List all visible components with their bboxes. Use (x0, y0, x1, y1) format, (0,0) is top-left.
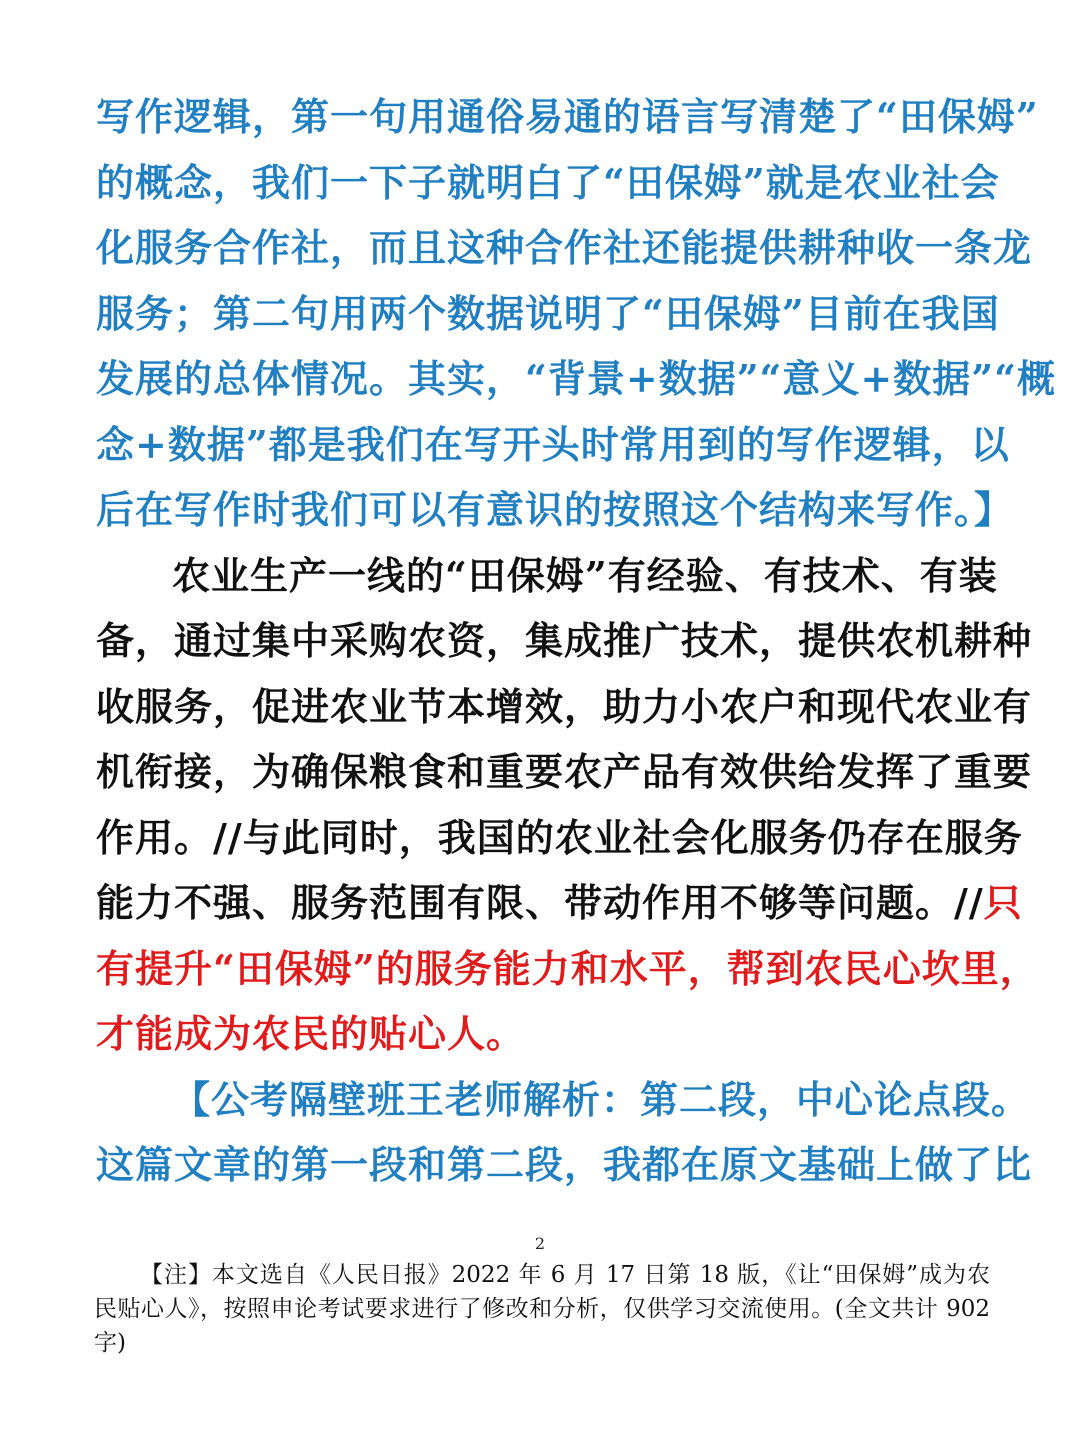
footnote-line: 【注】本文选自《人民日报》2022 年 6 月 17 日第 18 版，《让“田保姆”成为农 (140, 1262, 990, 1288)
body-line: 农业生产一线的“田保姆”有经验、有技术、有装 (172, 552, 998, 598)
central-argument-line: 有提升“田保姆”的服务能力和水平，帮到农民心坎里， (96, 945, 1039, 991)
analysis-line: 服务；第二句用两个数据说明了“田保姆”目前在我国 (96, 290, 1000, 336)
analysis-line: 念+数据”都是我们在写开头时常用到的写作逻辑，以 (96, 421, 1010, 467)
body-line: 机衔接，为确保粮食和重要农产品有效供给发挥了重要 (96, 749, 1033, 794)
footnote-line: 字) (94, 1330, 126, 1356)
footnote (94, 1258, 990, 1360)
analysis-line: 的概念，我们一下子就明白了“田保姆”就是农业社会 (96, 159, 1000, 205)
body-text (96, 84, 1056, 1198)
central-argument-line: 才能成为农民的贴心人。 (96, 1011, 526, 1056)
page-number: 2 (534, 1234, 546, 1253)
analysis-line: 【公考隔壁班王老师解析：第二段，中心论点段。 (172, 1076, 1031, 1122)
footnote-line: 民贴心人》，按照申论考试要求进行了修改和分析，仅供学习交流使用。(全文共计 902 (94, 1296, 990, 1322)
analysis-line: 这篇文章的第一段和第二段，我都在原文基础上做了比 (96, 1142, 1033, 1187)
analysis-line: 后在写作时我们可以有意识的按照这个结构来写作。】 (96, 487, 1014, 532)
analysis-line: 化服务合作社，而且这种合作社还能提供耕种收一条龙 (96, 225, 1033, 270)
body-line-mixed (96, 870, 1023, 936)
analysis-line: 写作逻辑，第一句用通俗易通的语言写清楚了“田保姆” (96, 94, 1039, 139)
body-line: 备，通过集中采购农资，集成推广技术，提供农机耕种 (96, 618, 1033, 663)
body-line: 收服务，促进农业节本增效，助力小农户和现代农业有 (96, 683, 1033, 729)
analysis-line: 发展的总体情况。其实，“背景+数据”“意义+数据”“概 (96, 356, 1056, 401)
body-line: 作用。//与此同时，我国的农业社会化服务仍存在服务 (96, 814, 1023, 860)
central-argument-text: 只 (983, 880, 1023, 925)
body-text-black: 能力不强、服务范围有限、带动作用不够等问题。// (96, 880, 984, 925)
